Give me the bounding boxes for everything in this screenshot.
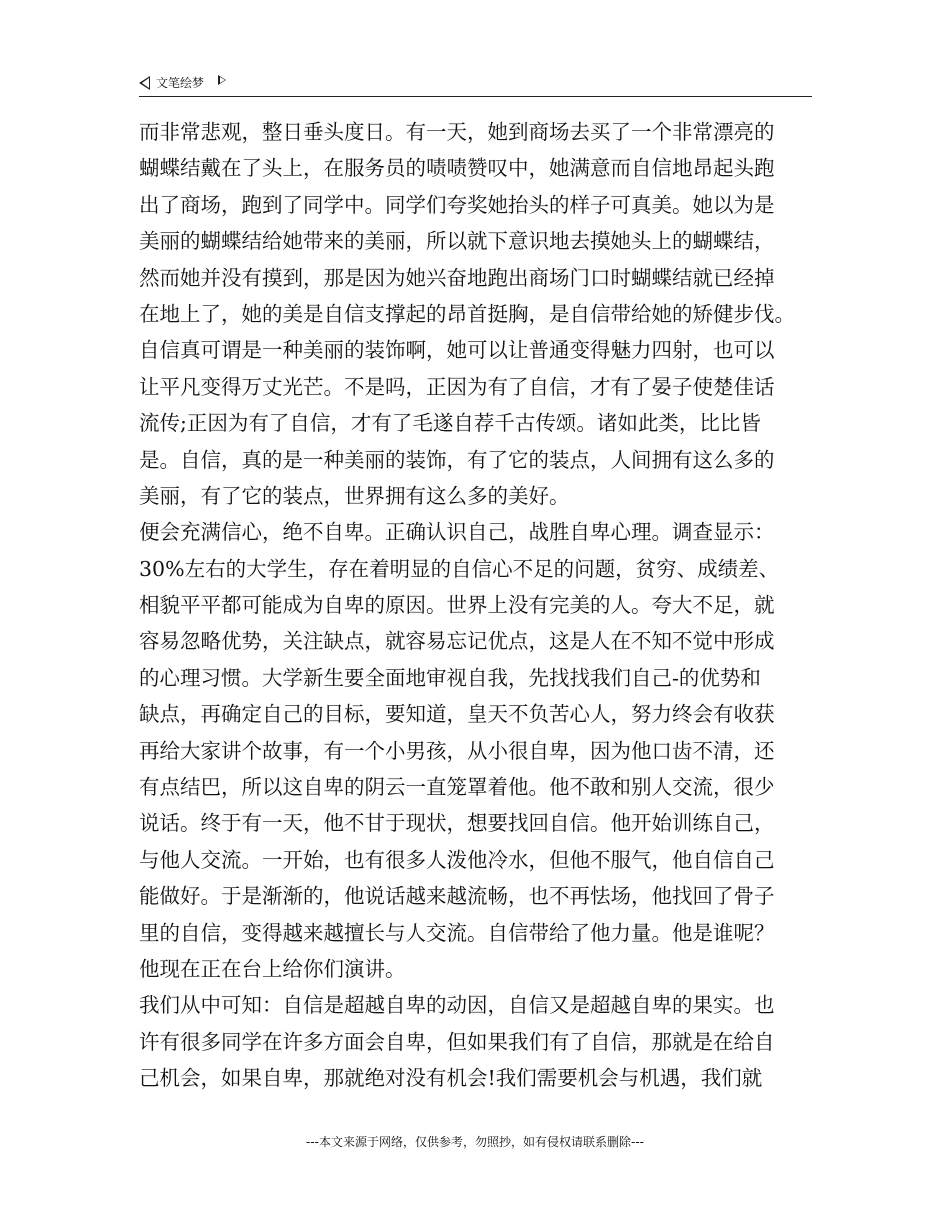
text-line: 容易忽略优势，关注缺点，就容易忘记优点，这是人在不知不觉中形成: [139, 629, 775, 654]
text-line: 他现在正在台上给你们演讲。: [139, 956, 406, 981]
text-line: 让平凡变得万丈光芒。不是吗，正因为有了自信，才有了晏子使楚佳话: [139, 374, 775, 399]
text-line: 蝴蝶结戴在了头上，在服务员的啧啧赞叹中，她满意而自信地昂起头跑: [139, 156, 775, 181]
text-line: 美丽的蝴蝶结给她带来的美丽，所以就下意识地去摸她头上的蝴蝶结，: [139, 229, 775, 254]
text-line: 说话。终于有一天，他不甘于现状，想要找回自信。他开始训练自己，: [139, 811, 775, 836]
text-line: 能做好。于是渐渐的，他说话越来越流畅，也不再怯场，他找回了骨子: [139, 884, 775, 909]
text-line: 里的自信，变得越来越擅长与人交流。自信带给了他力量。他是谁呢？: [139, 920, 775, 945]
text-line: 自信真可谓是一种美丽的装饰啊，她可以让普通变得魅力四射，也可以: [139, 338, 775, 363]
text-line: 出了商场，跑到了同学中。同学们夸奖她抬头的样子可真美。她以为是: [139, 192, 775, 217]
text-line: 我们从中可知：自信是超越自卑的动因，自信又是超越自卑的果实。也: [139, 993, 775, 1018]
text-line: 与他人交流。一开始，也有很多人泼他冷水，但他不服气，他自信自己: [139, 847, 775, 872]
text-line: 在地上了，她的美是自信支撑起的昂首挺胸，是自信带给她的矫健步伐。: [139, 301, 795, 326]
text-line: 是。自信，真的是一种美丽的装饰，有了它的装点，人间拥有这么多的: [139, 447, 775, 472]
page-header: [139, 72, 812, 97]
triangle-left-icon: [139, 76, 150, 90]
header-title: 文笔绘梦: [156, 76, 205, 90]
text-line: 再给大家讲个故事，有一个小男孩，从小很自卑，因为他口齿不清，还: [139, 738, 775, 763]
text-line: 缺点，再确定自己的目标，要知道，皇天不负苦心人，努力终会有收获: [139, 702, 775, 727]
page-footer: ---本文来源于网络，仅供参考，勿照抄，如有侵权请联系删除---: [306, 1135, 644, 1149]
text-line: 而非常悲观，整日垂头度日。有一天，她到商场去买了一个非常漂亮的: [139, 120, 775, 144]
text-line: 然而她并没有摸到，那是因为她兴奋地跑出商场门口时蝴蝶结就已经掉: [139, 265, 775, 290]
text-line: 30%左右的大学生，存在着明显的自信心不足的问题，贫穷、成绩差、: [139, 556, 780, 581]
triangle-right-icon: [218, 75, 226, 85]
text-line: 的心理习惯。大学新生要全面地审视自我，先找找我们自己-的优势和: [139, 665, 761, 690]
text-line: 己机会，如果自卑，那就绝对没有机会!我们需要机会与机遇，我们就: [139, 1066, 763, 1091]
document-body: [139, 114, 829, 1097]
text-line: 有点结巴，所以这自卑的阴云一直笼罩着他。他不敢和别人交流，很少: [139, 775, 775, 800]
text-line: 许有很多同学在许多方面会自卑，但如果我们有了自信，那就是在给自: [139, 1029, 775, 1054]
text-line: 相貌平平都可能成为自卑的原因。世界上没有完美的人。夸大不足，就: [139, 593, 775, 618]
text-line: 流传;正因为有了自信，才有了毛遂自荐千古传颂。诸如此类，比比皆: [139, 411, 761, 436]
text-line: 便会充满信心，绝不自卑。正确认识自己，战胜自卑心理。调查显示：: [139, 520, 775, 545]
header-brand: [139, 74, 226, 91]
text-line: 美丽，有了它的装点，世界拥有这么多的美好。: [139, 483, 570, 508]
